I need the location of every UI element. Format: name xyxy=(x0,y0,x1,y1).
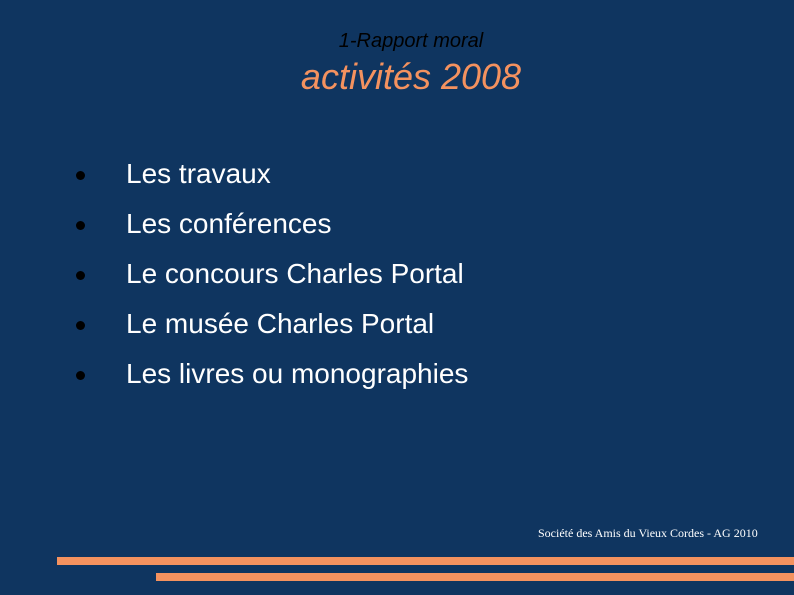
bullet-text: Le concours Charles Portal xyxy=(126,258,464,289)
bullet-text: Les conférences xyxy=(126,208,332,239)
slide-title: activités 2008 xyxy=(300,56,522,97)
bullet-dot-icon xyxy=(76,221,85,230)
bullet-item xyxy=(0,152,794,202)
bullet-text: Les livres ou monographies xyxy=(126,358,469,389)
bullet-dot-icon xyxy=(76,321,85,330)
bullet-text: Les travaux xyxy=(126,158,271,189)
bullet-item xyxy=(0,302,794,352)
bullet-dot-icon xyxy=(76,371,85,380)
bullet-dot-icon xyxy=(76,171,85,180)
decorative-bar-bottom xyxy=(156,573,794,581)
slide-subtitle: 1-Rapport moral xyxy=(338,30,484,52)
bullet-text: Le musée Charles Portal xyxy=(126,308,435,339)
bullet-item xyxy=(0,352,794,402)
decorative-bar-top xyxy=(57,557,794,565)
bullet-list xyxy=(0,152,794,402)
bullet-item xyxy=(0,202,794,252)
slide-footer: Société des Amis du Vieux Cordes - AG 2010 xyxy=(538,526,758,540)
bullet-dot-icon xyxy=(76,271,85,280)
bullet-item xyxy=(0,252,794,302)
